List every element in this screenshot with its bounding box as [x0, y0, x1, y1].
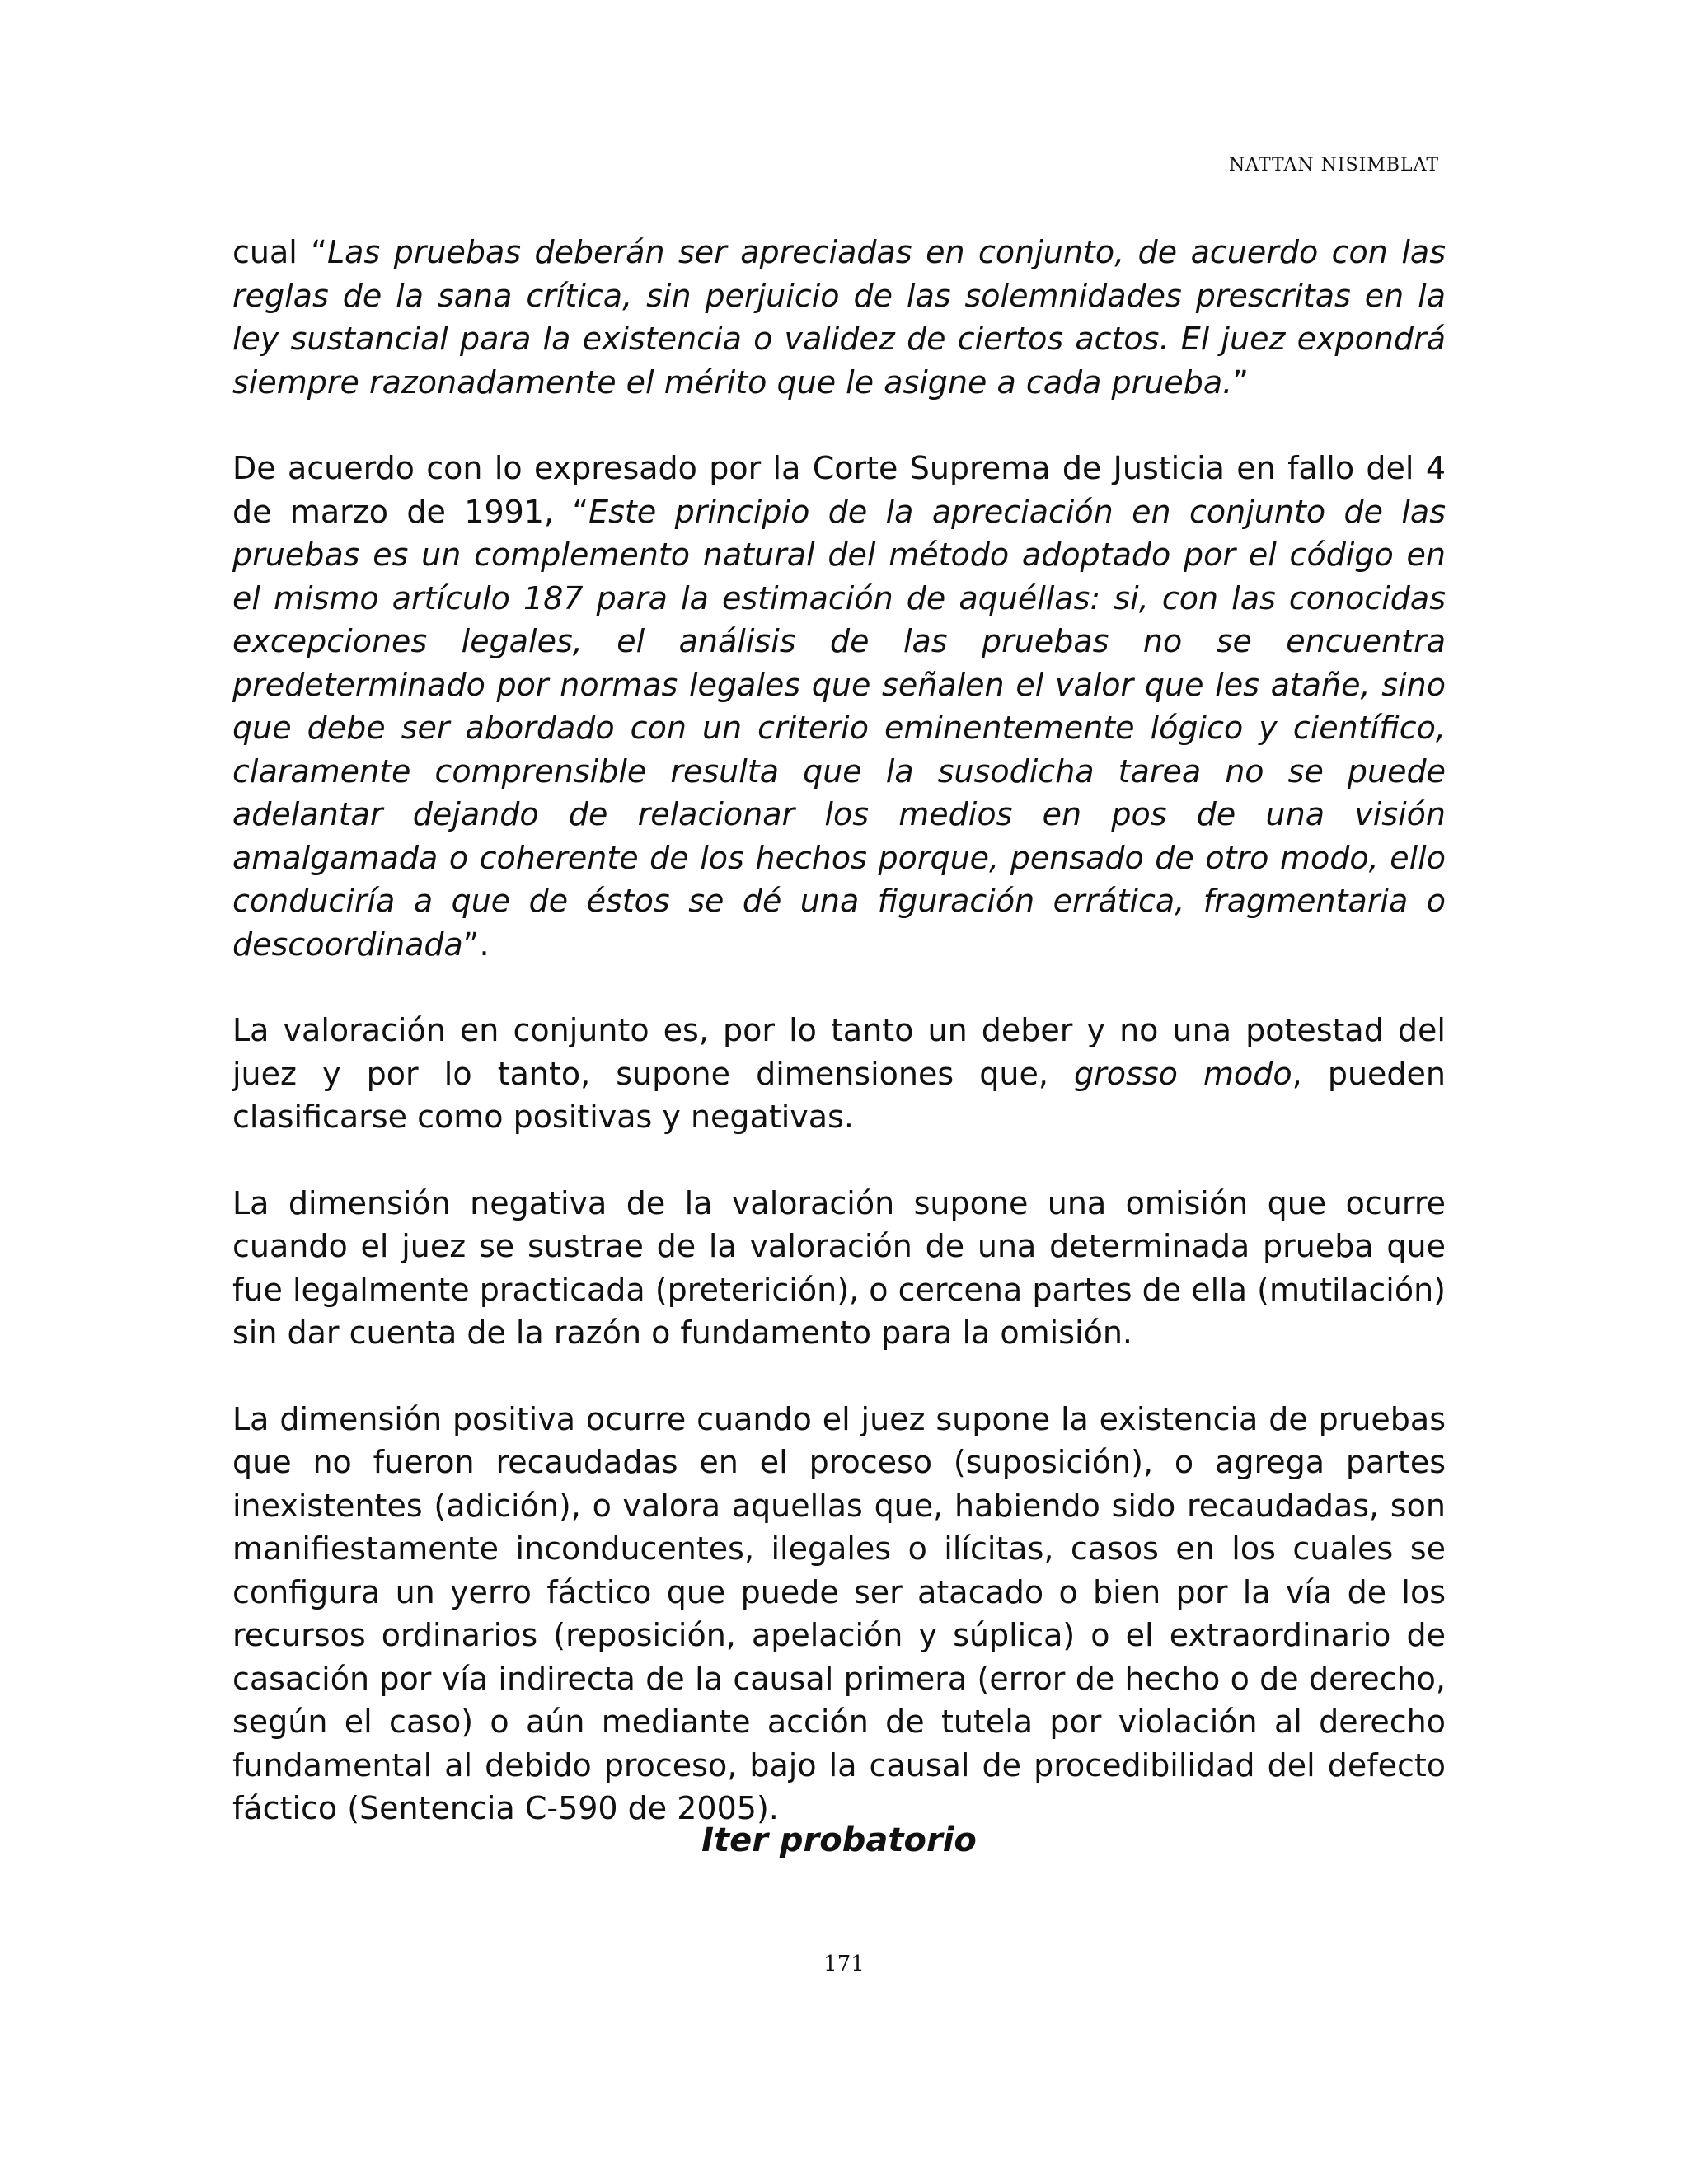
paragraph-lead: cual “	[232, 234, 327, 270]
paragraph-lead: De acuerdo con lo expresado por la Corte Suprema de Justicia en fallo del 4 de marzo de 1991, “	[232, 450, 1446, 530]
paragraph-quote-article	[232, 231, 1446, 404]
paragraph-joint-valuation	[232, 1009, 1446, 1139]
body-text	[232, 231, 1446, 1830]
paragraph-tail: ”	[1232, 363, 1249, 401]
paragraph-negative-dimension: La dimensión negativa de la valoración supone una omisión que ocurre cuando el juez se sustrae de la valoración de una determinada prueba que fue legalmente practicada (preterición), o cercena partes de ella (mutilación) sin dar cuenta de la razón o fundamento para la omisión.	[232, 1184, 1446, 1351]
quoted-text: Las pruebas deberán ser apreciadas en conjunto, de acuerdo con las reglas de la sana crítica, sin perjuicio de las solemnidades prescritas en la ley sustancial para la existencia o validez de ciertos actos. El juez expondrá siempre razonadamente el mérito que le asigne a cada prueba.	[232, 234, 1446, 401]
quoted-text: Este principio de la apreciación en conjunto de las pruebas es un complemento natural del método adoptado por el código en el mismo artículo 187 para la estimación de aquéllas: si, con las conocidas excepciones legales, el análisis de las pruebas no se encuentra predeterminado por normas legales que señalen el valor que les atañe, sino que debe ser abordado con un criterio eminentemente lógico y científico, claramente comprensible resulta que la susodicha tarea no se puede adelantar dejando de relacionar los medios en pos de una visión amalgamada o coherente de los hechos porque, pensado de otro modo, ello conduciría a que de éstos se dé una figuración errática, fragmentaria o descoordinada	[232, 493, 1446, 963]
paragraph-court-quote	[232, 447, 1446, 966]
paragraph-tail: ”.	[462, 926, 490, 963]
paragraph-lead: La valoración en conjunto es, por lo tanto un deber y no una potestad del juez y por lo tanto, supone dimensiones que,	[232, 1012, 1446, 1092]
emphasis-text: grosso modo	[1074, 1055, 1292, 1092]
paragraph-tail: , pueden clasificarse como positivas y negativas.	[232, 1055, 1446, 1135]
running-header: NATTAN NISIMBLAT	[1229, 155, 1439, 176]
paragraph-positive-dimension: La dimensión positiva ocurre cuando el juez supone la existencia de pruebas que no fueron recaudadas en el proceso (suposición), o agrega partes inexistentes (adición), o valora aquellas que, habiendo sido recaudadas, son manifiestamente inconducentes, ilegales o ilícitas, casos en los cuales se configura un yerro fáctico que puede ser atacado o bien por la vía de los recursos ordinarios (reposición, apelación y súplica) o el extraordinario de casación por vía indirecta de la causal primera (error de hecho o de derecho, según el caso) o aún mediante acción de tutela por violación al derecho fundamental al debido proceso, bajo la causal de procedibilidad del defecto fáctico (Sentencia C-590 de 2005).	[232, 1400, 1446, 1826]
page-number: 171	[823, 1952, 865, 1976]
section-heading: Iter probatorio	[701, 1821, 977, 1859]
